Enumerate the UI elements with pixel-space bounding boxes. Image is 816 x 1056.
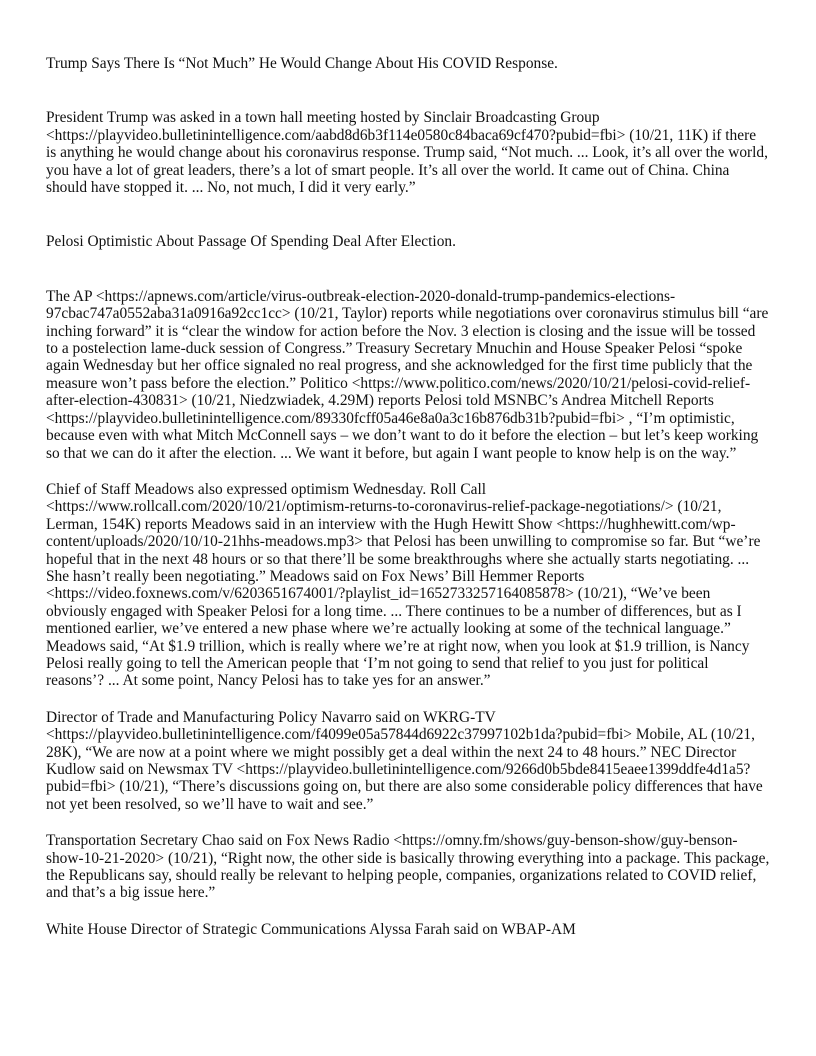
headline-trump-covid-response: Trump Says There Is “Not Much” He Would Change About His COVID Response. — [46, 55, 558, 72]
paragraph-farah-wbap: White House Director of Strategic Communications Alyssa Farah said on WBAP-AM — [46, 920, 576, 938]
paragraph-trump-town-hall: President Trump was asked in a town hall meeting hosted by Sinclair Broadcasting Group <https://playvideo.bulletinintelligence.com/aabd8d6b3f114e0580c84baca69cf470?pubid=fbi> (10/21, 11K) if there is anything he would change about his coronavirus response. Trump said, “Not much. ... Look, it’s all over the world, you have a lot of great leaders, there’s a lot of smart people. It’s all over the world. It came out of China. China should have stopped it. ... No, not much, I did it very early.” — [46, 109, 768, 197]
paragraph-chao-fox-radio: Transportation Secretary Chao said on Fox News Radio <https://omny.fm/shows/guy-benson-show/guy-benson-show-10-21-2020> (10/21), “Right now, the other side is basically throwing everything into a package. This package, the Republicans say, should really be relevant to helping people, companies, organizations related to COVID relief, and that’s a big issue here.” — [46, 832, 770, 902]
headline-pelosi-spending-deal: Pelosi Optimistic About Passage Of Spending Deal After Election. — [46, 233, 456, 251]
paragraph-navarro-kudlow: Director of Trade and Manufacturing Policy Navarro said on WKRG-TV <https://playvideo.bulletinintelligence.com/f4099e05a57844d6922c37997102b1da?pubid=fbi> Mobile, AL (10/21, 28K), “We are now at a point where we might possibly get a deal within the next 24 to 48 hours.” NEC Director Kudlow said on Newsmax TV <https://playvideo.bulletinintelligence.com/9266d0b5bde8415eaee1399ddfe4d1a5?pubid=fbi> (10/21), “There’s discussions going on, but there are also some considerable policy differences that have not yet been resolved, so we’ll have to wait and see.” — [46, 708, 763, 813]
paragraph-ap-politico-report: The AP <https://apnews.com/article/virus-outbreak-election-2020-donald-trump-pandemics-elections-97cbac747a0552aba31a0916a92cc1cc> (10/21, Taylor) reports while negotiations over coronavirus stimulus bill “are inching forward” it is “clear the window for action before the Nov. 3 election is closing and the issue will be tossed to a postelection lame-duck session of Congress.” Treasury Secretary Mnuchin and House Speaker Pelosi “spoke again Wednesday but her office signaled no real progress, and she acknowledged for the first time publicly that the measure won’t pass before the election.” Politico <https://www.politico.com/news/2020/10/21/pelosi-covid-relief-after-election-430831> (10/21, Niedzwiadek, 4.29M) reports Pelosi told MSNBC’s Andrea Mitchell Reports <https://playvideo.bulletinintelligence.com/89330fcff05a46e8a0a3c16b876db31b?pubid=fbi> , “I’m optimistic, because even with what Mitch McConnell says – we don’t want to do it before the election – but let’s keep working so that we can do it after the election. ... We want it before, but again I want people to know help is on the way.” — [46, 287, 769, 462]
paragraph-meadows-optimism: Chief of Staff Meadows also expressed optimism Wednesday. Roll Call <https://www.rollcall.com/2020/10/21/optimism-returns-to-coronavirus-relief-package-negotiations/> (10/21, Lerman, 154K) reports Meadows said in an interview with the Hugh Hewitt Show <https://hughhewitt.com/wp-content/uploads/2020/10/10-21hhs-meadows.mp3> that Pelosi has been unwilling to compromise so far. But “we’re hopeful that in the next 48 hours or so that there’ll be some breakthroughs where she actually starts negotiating. ... She hasn’t really been negotiating.” Meadows said on Fox News’ Bill Hemmer Reports <https://video.foxnews.com/v/6203651674001/?playlist_id=1652733257164085878> (10/21), “We’ve been obviously engaged with Speaker Pelosi for a long time. ... There continues to be a number of differences, but as I mentioned earlier, we’ve entered a new phase where we’re actually looking at some of the technical language.” Meadows said, “At $1.9 trillion, which is really where we’re at right now, when you look at $1.9 trillion, is Nancy Pelosi really going to tell the American people that ‘I’m not going to send that relief to you just for political reasons’? ... At some point, Nancy Pelosi has to take yes for an answer.” — [46, 480, 761, 690]
